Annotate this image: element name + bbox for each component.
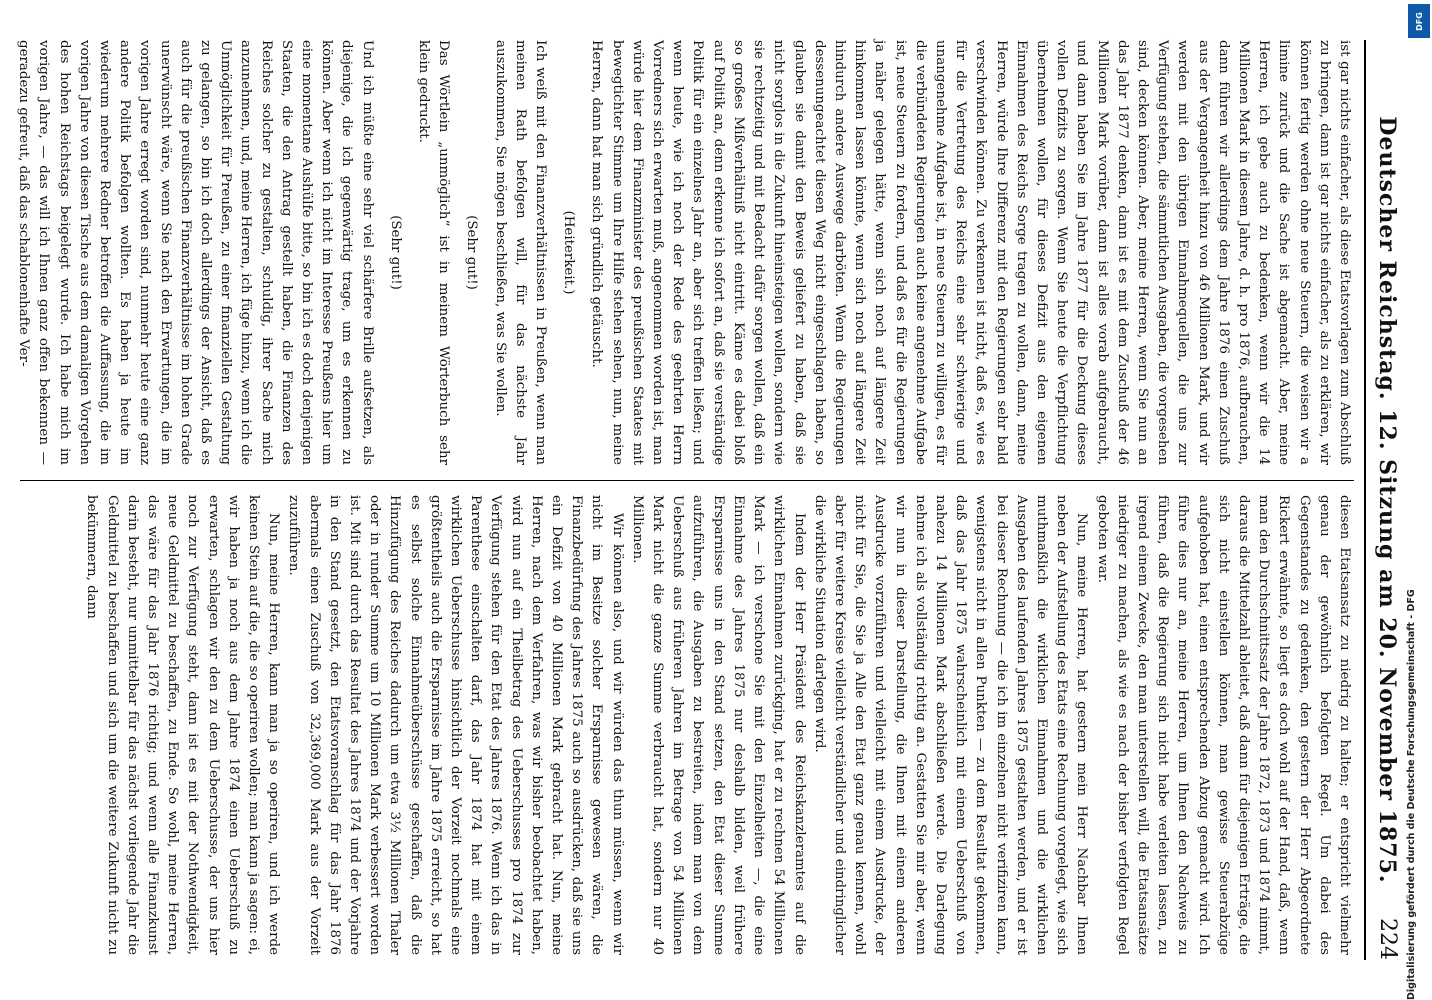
dfg-logo bbox=[1408, 4, 1430, 38]
paragraph: Das Wörtlein „unmöglich“ ist in meinem Wörterbuch sehr klein gedruckt. bbox=[416, 40, 452, 465]
paragraph: Ich weiß mit den Finanzverhältnissen in Preußen, wenn man meinen Rath befolgen will, für das nächste Jahr auszukommen, Sie mögen beschließen, was Sie wollen. bbox=[492, 40, 549, 465]
paragraph: Nun, meine Herren, hat gestern mein Herr Nachbar Ihnen neben der Aufstellung des Etats eine Rechnung vorgelegt, wie sich muthmaßlich die wirklichen Einnahmen und die wirklichen Ausgaben des laufenden Jahres 1875 gestalten werden, und er ist bei dieser Rechnung — die ich im einzelnen nicht verifiziren kann, wenigstens nicht in allen Punkten — zu dem Resultat gekommen, daß das Jahr 1875 wahrscheinlich mit einem Ueberschuß von nahezu 14 Millionen Mark abschließen werde. Die Darlegung nehme ich als vollständig richtig an. Gestatten Sie mir aber, wenn wir nun in dieser Darstellung, die Ihnen mit einem anderen Ausdrucke vorzuführen und vielleicht mit einem Ausdrucke, der nicht für Sie, die Sie ja Alle den Etat ganz genau kennen, wohl aber für weitere Kreise vielleicht verständlicher und eindringlicher die wirkliche Situation darlegen wird. bbox=[811, 495, 1090, 955]
interjection: (Sehr gut!) bbox=[387, 215, 403, 290]
paragraph: diesen Etatsansatz zu niedrig zu halten; er entspricht vielmehr genau der gewöhnlich befolgten Regel. Um dabei des Gegenstandes zu gedenken, den gestern der Herr Abgeordnete Rickert erwähnte, so liegt es doch wohl auf der Hand, daß, wenn man den Durchschnittssatz der Jahre 1872, 1873 und 1874 nimmt, daraus die Mittelzahl ableitet, daß dann für diejenigen Erträge, die sich nicht einstellen können, man gewisse Steuerabzüge aufgehoben hat, einen entsprechenden Abzug gemacht wird. Ich führe dies nur an, meine Herren, um Ihnen den Nachweis zu führen, daß die Regierung sich nicht habe verleiten lassen, zu irgend einem Zwecke, den man unterstellen will, die Etatsansätze niedriger zu machen, als wie es nach der bisher verfolgten Regel geboten war. bbox=[1094, 495, 1352, 955]
page-number: 224 bbox=[1375, 918, 1400, 960]
digitization-credit-text: Digitalisierung gefördert durch die Deutsche Forschungsgemeinschaft - DFG bbox=[1406, 589, 1417, 1000]
paragraph: Wir können also, und wir würden das thun müssen, wenn wir nicht im Besitze solcher Ersparnisse gewesen wären, die Finanzbedürfung des Jahres 1875 auch so ausdrücken, daß sie uns ein Defizit von 40 Millionen Mark gebracht hat. Nun, meine Herren, nach dem Verfahren, was wir bisher beobachtet haben, wird nun auf ein Theilbetrag des Ueberschusses pro 1874 zur Verfügung stehen für den Etat des Jahres 1876. Wenn ich das in Parenthese einschalten darf, das Jahr 1874 hat mit einem wirklichen Ueberschusse hinsichtlich der Vorzeit nochmals eine größtentheils auch die Ersparnisse im Jahre 1875 erreicht, so hat es selbst solche Einnahmeüberschüsse geschaffen, daß die Hinzufügung des Reiches dadurch um etwa 3½ Millionen Thaler oder in runder Summe um 10 Millionen Mark verbessert worden ist. Mit sind durch das Resultat des Jahres 1874 und der Vorjahre in den Stand gesetzt, den Etatsvoranschlag für das Jahr 1876 abermals einen Zuschuß von 32,369,000 Mark aus der Vorzeit zuzuführen. bbox=[286, 495, 625, 955]
page-title: Deutscher Reichstag. 12. Sitzung am 20. November 1875. bbox=[1374, 116, 1400, 884]
paragraph: Und ich müßte eine sehr viel schärfere Brille aufsetzen, als diejenige, die ich gegenwärtig trage, um es erkennen zu können. Aber wenn ich nicht im Interesse Preußens hier um eine momentane Aushülfe bitte, so bin ich es doch denjenigen Staaten, die den Antrag gestellt haben, die Finanzen des Reiches solcher zu gestalten, schuldig, ihrer Sache mich anzunehmen, und, meine Herren, ich füge hinzu, wenn ich die Unmöglichkeit für Preußen, zu einer finanziellen Gestaltung zu gelangen, so bin ich doch allerdings der Ansicht, daß es auch für die preußischen Finanzverhältnisse im hohen Grade unerwünscht wäre, wenn Sie nach den Erwartungen, die im vorigen Jahre erregt worden sind, nunmehr heute eine ganz andere Politik befolgen wollten. Es haben ja heute im wiederum mehrere Redner betroffen die Auffassung, die im vorigen Jahre von diesen Tische aus dem damaligen Vorgehen des hohen Reichstags beigelegt wurde. Ich habe mich im vorigen Jahre, — das will ich Ihnen ganz offen bekennen — geradezu gefreut, daß das schablonenhafte Ver- bbox=[16, 40, 375, 465]
digitization-credit bbox=[1406, 0, 1424, 1000]
paragraph: ist gar nichts einfacher, als diese Etatsvorlagen zum Abschluß zu bringen, dann ist gar nichts einfacher, als zu erklären, wir können fertig werden ohne neue Steuern, die weisen wir a limine zurück und die Sache ist abgemacht. Aber, meine Herren, ich gebe auch zu bedenken, wenn wir die 14 Millionen Mark in diesem Jahre, d. h. pro 1876, aufbrauchen, dann führen wir allerdings dem Jahre 1876 einen Zuschuß aus der Vergangenheit hinzu von 46 Millionen Mark, und wir werden mit den übrigen Einnahmequellen, die uns zur Verfügung stehen, die sämmtlichen Ausgaben, die vorgesehen sind, decken können. Aber, meine Herren, wenn Sie nun an das Jahr 1877 denken, dann ist es mit dem Zuschuß der 46 Millionen Mark vorüber, dann ist alles vorab aufgebraucht, und dann haben Sie im Jahre 1877 für die Deckung dieses vollen Defizits zu sorgen. Wenn Sie heute die Verpflichtung übernehmen wollen, für dieses Defizit aus den eigenen Einnahmen des Reichs Sorge tragen zu wollen, dann, meine Herren, würde Ihre Differenz mit den Regierungen sehr bald verschwinden können. Zu verkennen ist nicht, daß es, wie es für die Vertretung des Reichs eine sehr schwierige und unangenehme Aufgabe ist, in neue Steuern zu willigen, es für die verbündeten Regierungen auch keine angenehme Aufgabe ist, neue Steuern zu fordern, und daß es für die Regierungen ja näher gelegen hätte, wenn sich noch auf längere Zeit hinkommen lassen könnte, wenn sich noch auf längere Zeit hindurch andere Auswege darböten. Wenn die Regierungen dessenungeachtet diesen Weg nicht eingeschlagen haben, so glauben sie damit den Beweis geliefert zu haben, daß sie nicht sorglos in die Zukunft hineinsteigen wollen, sondern wie sie rechtzeitig und mit Bedacht dafür sorgen wollen, daß ein so großes Mißverhältniß nicht eintritt. Käme es dabei bloß auf Politik an, denn erkenne ich sofort an, daß sie verständige Politik für ein einzelnes Jahr an, aber sich treffen ließen; und wenn heute, wie ich noch der Rede des geehrten Herrn Vorredners sich erwarten muß, angenommen worden ist, man würde hier dem Finanzminister des preußischen Staates mit bewegtichter Stimme um Ihre Hilfe stehen sehen, nun, meine Herren, dann hat man sich gründlich getäuscht. bbox=[589, 40, 1352, 465]
page-header bbox=[1364, 40, 1402, 960]
right-text-column bbox=[16, 40, 1354, 465]
paragraph: Nun, meine Herren, kann man ja so operiren, und ich werde keinen Stein auf die, die so operiren wollen; man kann ja sagen: ei, wir haben ja noch aus dem Jahre 1874 einen Ueberschuß zu erwarten, schlagen wir den zu dem Ueberschusse, der uns hier noch zur Verfügung steht, dann ist es mit der Nothwendigkeit, neue Geldmittel zu beschaffen, zu Ende. So wohl, meine Herren, das wäre für das Jahr 1876 richtig; und wenn alle Finanzkunst darin besteht, nur unmittelbar für das nächst vorliegende Jahr die Geldmittel zu beschaffen und sich um die weitere Zukunft nicht zu bekümmern, dann bbox=[84, 495, 282, 955]
paragraph: Indem der Herr Präsident des Reichskanzleramtes auf die wirklichen Einnahmen zurückging, hat er zu rechnen 54 Millionen Mark — ich verschone Sie mit den Einzelheiten —, die eine Einnahme des Jahres 1875 nur deshalb bilden, weil frühere Ersparnisse uns in den Stand setzen, den Etat dieser Summe aufzuführen, die Ausgaben zu bestreiten, indem man von dem Ueberschuß aus früheren Jahren im Betrage von 54 Millionen Mark nicht die ganze Summe verbraucht hat, sondern nur 40 Millionen. bbox=[629, 495, 807, 955]
column-divider bbox=[20, 480, 1354, 481]
interjection: (Sehr gut!) bbox=[464, 215, 480, 290]
left-text-column bbox=[20, 495, 1354, 955]
interjection: (Heiterkeit.) bbox=[561, 210, 577, 295]
dfg-logo-text: DFG bbox=[1414, 11, 1424, 31]
